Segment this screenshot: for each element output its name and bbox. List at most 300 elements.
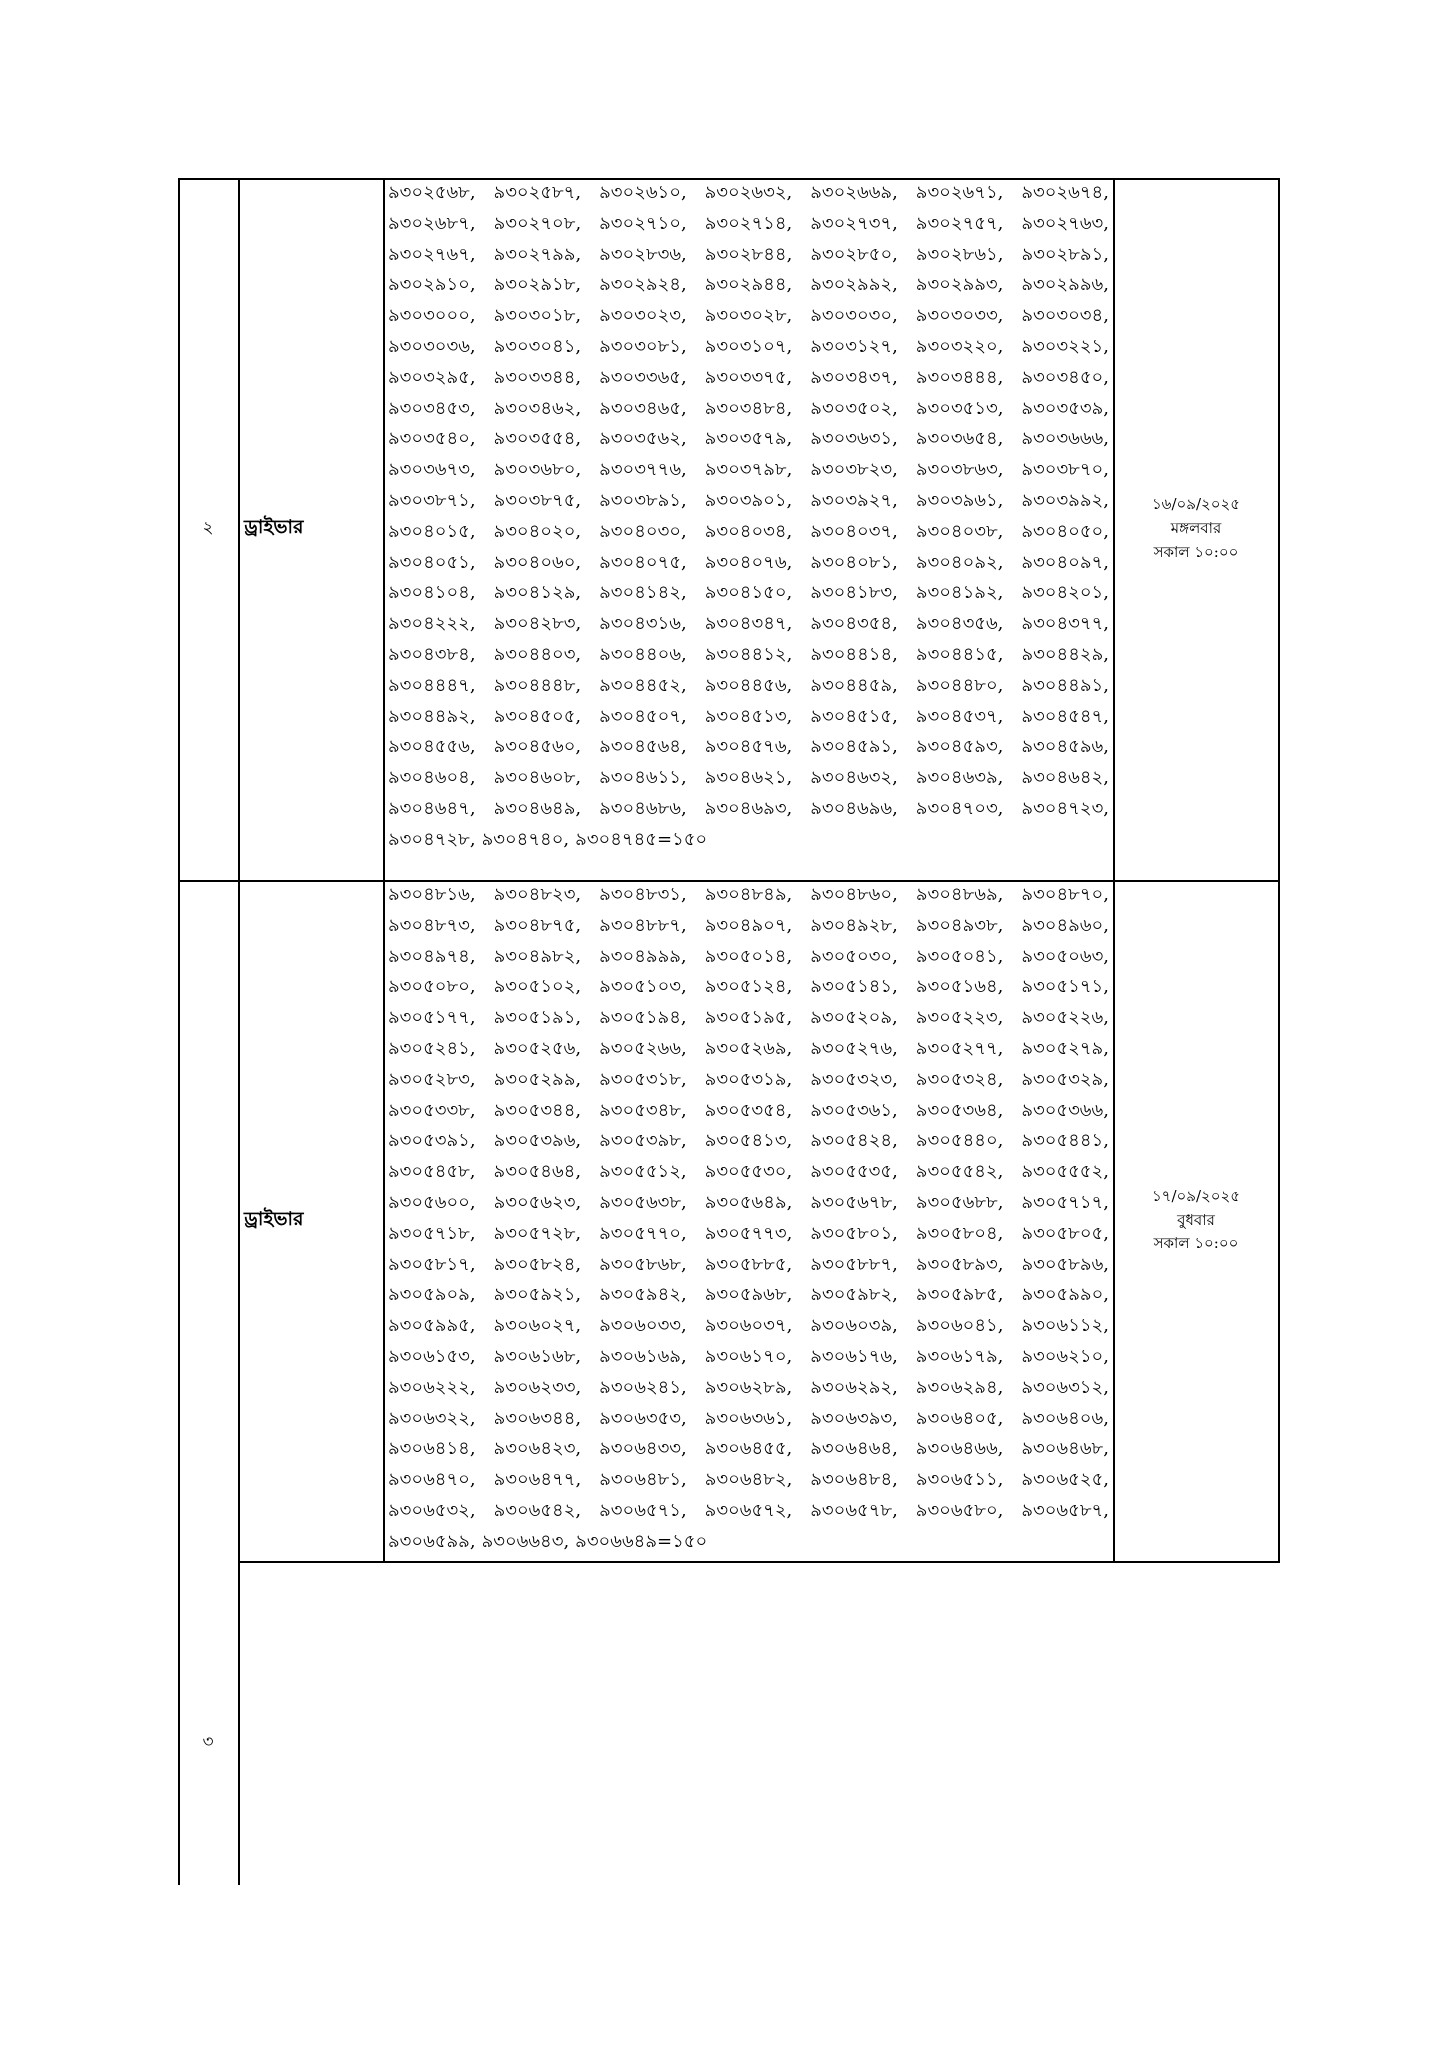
roll-number: ৯৩০৬৪৬৮,: [1021, 1438, 1109, 1460]
roll-number: ৯৩০৪৫৭৬,: [704, 736, 793, 758]
roll-line: [388, 732, 1109, 763]
roll-number: ৯৩০২৭১০,: [599, 212, 687, 234]
roll-number: ৯৩০৫১০৩,: [599, 976, 687, 998]
roll-line: [388, 1434, 1109, 1465]
roll-number: ৯৩০৪৮৬৯,: [915, 884, 1004, 905]
roll-number: ৯৩০৪৪১২,: [704, 643, 793, 665]
roll-number: ৯৩০৪৪৫২,: [599, 674, 687, 696]
roll-line: [388, 1157, 1109, 1188]
roll-number: ৯৩০৫২৬৬,: [599, 1037, 687, 1059]
roll-number: ৯৩০৬৩৯৩,: [810, 1407, 898, 1429]
roll-number: ৯৩০৫৩২৩,: [810, 1068, 898, 1090]
roll-number: ৯৩০৪৪০৬,: [599, 643, 687, 665]
roll-line: [388, 1003, 1109, 1034]
roll-number: ৯৩০৪৬১১,: [599, 767, 687, 789]
roll-number: ৯৩০৩৭৯৮,: [704, 459, 793, 481]
roll-number: ৯৩০৪৮২৩,: [493, 884, 582, 905]
roll-number: ৯৩০৩৮২৩,: [810, 459, 898, 481]
roll-number: ৯৩০৫৪৪০,: [915, 1130, 1004, 1152]
roll-number: ৯৩০৪৪০৩,: [493, 643, 582, 665]
roll-number: ৯৩০৪২২২,: [388, 613, 476, 635]
roll-number: ৯৩০৫৬৮৮,: [915, 1191, 1004, 1213]
roll-number: ৯৩০৫৩৪৮,: [599, 1099, 687, 1121]
roll-line: [388, 1496, 1109, 1527]
roll-number: ৯৩০৬৬৪৩,: [481, 1530, 570, 1552]
roll-number: ৯৩০৩৪৪৪,: [915, 366, 1004, 388]
roll-number: ৯৩০৪৫৯১,: [810, 736, 898, 758]
roll-number: ৯৩০৬১৭৯,: [915, 1345, 1004, 1367]
post-name: ড্রাইভার: [244, 1207, 304, 1230]
roll-number: ৯৩০৪৬০৪,: [388, 767, 476, 789]
roll-number: ৯৩০৩১০৭,: [704, 335, 793, 357]
roll-number: ৯৩০৫৬৭৮,: [810, 1191, 898, 1213]
roll-number: ৯৩০৩৪৮৪,: [704, 397, 793, 419]
roll-line: [388, 578, 1109, 609]
roll-number: ৯৩০৪৪৫৯,: [810, 674, 898, 696]
roll-number: ৯৩০৬৫৩২,: [388, 1499, 476, 1521]
roll-number: ৯৩০২৬৩২,: [704, 182, 793, 203]
roll-number: ৯৩০৫৭৭০,: [599, 1222, 687, 1244]
roll-number: ৯৩০৫৭১৭,: [1021, 1191, 1109, 1213]
roll-number: ৯৩০৫৮৬৮,: [599, 1253, 687, 1275]
roll-number: ৯৩০২৫৬৮,: [388, 182, 476, 203]
roll-number: ৯৩০৬৫৮০,: [915, 1499, 1004, 1521]
roll-line: [388, 1219, 1109, 1250]
roll-number: ৯৩০৩০৩০,: [810, 305, 898, 327]
roll-number: ৯৩০৬৫৭২,: [704, 1499, 793, 1521]
roll-line: [388, 1188, 1109, 1219]
roll-number: ৯৩০৪৬৪৭,: [388, 797, 476, 819]
roll-number: ৯৩০৪৪১৪,: [810, 643, 898, 665]
roll-number: ৯৩০৬০৩৩,: [599, 1315, 687, 1337]
roll-number: ৯৩০৬২৯৪,: [915, 1376, 1004, 1398]
roll-line: [388, 394, 1109, 425]
roll-number: ৯৩০৩৯৬১,: [915, 489, 1004, 511]
roll-number: ৯৩০৩৯৯২,: [1021, 489, 1109, 511]
roll-number: ৯৩০৬৫৭১,: [599, 1499, 687, 1521]
roll-number: ৯৩০২৮৫০,: [810, 243, 898, 265]
roll-number: ৯৩০৫৩২৯,: [1021, 1068, 1109, 1090]
roll-number: ৯৩০৩৮৭৫,: [493, 489, 582, 511]
roll-number: ৯৩০২৮৯১,: [1021, 243, 1109, 265]
serial-number: ৩: [202, 1732, 214, 1752]
roll-number: ৯৩০৪১০৪,: [388, 582, 476, 604]
roll-number: ৯৩০৬২৯২,: [810, 1376, 898, 1398]
roll-number: ৯৩০৪৫৯৩,: [915, 736, 1004, 758]
roll-number: ৯৩০৪৫৪৭,: [1021, 705, 1109, 727]
roll-number: ৯৩০৪৮৭০,: [1021, 884, 1109, 905]
roll-number: ৯৩০৬৫১১,: [915, 1469, 1004, 1491]
roll-number: ৯৩০৫১৭৭,: [388, 1007, 476, 1029]
roll-number: ৯৩০৫০৩০,: [810, 945, 898, 967]
roll-number: ৯৩০৩৮৯১,: [599, 489, 687, 511]
roll-number: ৯৩০৫৭৭৩,: [704, 1222, 793, 1244]
roll-number: ৯৩০৪৭৪০,: [481, 828, 570, 850]
roll-number: ৯৩০৫৬৪৯,: [704, 1191, 793, 1213]
roll-number: ৯৩০৫৮১৭,: [388, 1253, 476, 1275]
roll-number: ৯৩০৪৬৩৯,: [915, 767, 1004, 789]
roll-number: ৯৩০৪৪৯১,: [1021, 674, 1109, 696]
roll-number: ৯৩০২৯১০,: [388, 274, 476, 296]
roll-number: ৯৩০৪০২০,: [493, 520, 582, 542]
roll-number: ৯৩০৫৮০৫,: [1021, 1222, 1109, 1244]
roll-line: [388, 1527, 1109, 1558]
roll-number: ৯৩০৫৯০৯,: [388, 1284, 476, 1306]
roll-number: ৯৩০৫২২৬,: [1021, 1007, 1109, 1029]
roll-number: ৯৩০৬১৭৬,: [810, 1345, 898, 1367]
roll-number: ৯৩০৫২৭৬,: [810, 1037, 898, 1059]
roll-number: ৯৩০৪৬৩২,: [810, 767, 898, 789]
roll-line: [388, 972, 1109, 1003]
roll-line: [388, 548, 1109, 579]
serial-cell: [178, 1728, 238, 1758]
roll-number: ৯৩০৩৫৩৯,: [1021, 397, 1109, 419]
exam-date: ১৬/০৯/২০২৫: [1151, 495, 1241, 514]
roll-number: ৯৩০৫৩১৯,: [704, 1068, 793, 1090]
roll-number: ৯৩০৫৯৯৫,: [388, 1315, 476, 1337]
roll-number: ৯৩০২৭৯৯,: [493, 243, 582, 265]
roll-number: ৯৩০৪০৮১,: [810, 551, 898, 573]
roll-number: ৯৩০৪০৫১,: [388, 551, 476, 573]
roll-number: ৯৩০৪৪২৯,: [1021, 643, 1109, 665]
roll-number: ৯৩০৬৪৭০,: [388, 1469, 476, 1491]
roll-number: ৯৩০৪৩৮৪,: [388, 643, 476, 665]
roll-number: ৯৩০৫২৪১,: [388, 1037, 476, 1059]
roll-number: ৯৩০৫৩১৮,: [599, 1068, 687, 1090]
roll-number: ৯৩০২৭০৮,: [493, 212, 582, 234]
roll-line: [388, 1034, 1109, 1065]
post-cell: [238, 880, 383, 1561]
roll-number: ৯৩০৪৮৮৭,: [599, 914, 687, 936]
roll-number: ৯৩০৪০৫০,: [1021, 520, 1109, 542]
roll-number: ৯৩০৪৬৯৩,: [704, 797, 793, 819]
roll-number: ৯৩০৬১৬৮,: [493, 1345, 582, 1367]
roll-number: ৯৩০৪৮৪৯,: [704, 884, 793, 905]
roll-number: ৯৩০৬২৩৩,: [493, 1376, 582, 1398]
roll-number: ৯৩০২৯১৮,: [493, 274, 582, 296]
roll-number: ৯৩০৩৯২৭,: [810, 489, 898, 511]
roll-number: ৯৩০৫২৬৯,: [704, 1037, 793, 1059]
roll-number: ৯৩০৪৭২৮,: [388, 828, 476, 850]
roll-number: ৯৩০৪৩৭৭,: [1021, 613, 1109, 635]
roll-number: ৯৩০৪০৭৫,: [599, 551, 687, 573]
roll-number: ৯৩০৩০২৮,: [704, 305, 793, 327]
roll-number: ৯৩০৪৫০৫,: [493, 705, 582, 727]
roll-numbers-cell: [383, 880, 1113, 1561]
roll-number: ৯৩০৬৫৪২,: [493, 1499, 582, 1521]
roll-number: ৯৩০২৮৪৪,: [704, 243, 793, 265]
roll-number: ৯৩০৪৩৪৭,: [704, 613, 793, 635]
roll-number: ৯৩০৫৩৯৬,: [493, 1130, 582, 1152]
roll-number: ৯৩০৫১৪১,: [810, 976, 898, 998]
roll-number: ৯৩০৬১৫৩,: [388, 1345, 476, 1367]
roll-number: ৯৩০৩০৩৩,: [915, 305, 1004, 327]
roll-number: ৯৩০৪০৩০,: [599, 520, 687, 542]
roll-number: ৯৩০৩৬৬৬,: [1021, 428, 1109, 450]
roll-line: [388, 1280, 1109, 1311]
roll-number: ৯৩০৫২০৯,: [810, 1007, 898, 1029]
roll-number: ৯৩০৩৩৪৪,: [493, 366, 582, 388]
roll-number: ৯৩০৫৩৬৪,: [915, 1099, 1004, 1121]
roll-number: ৯৩০৩৮৭০,: [1021, 459, 1109, 481]
schedule-cell: [1113, 178, 1279, 880]
roll-number: ৯৩০৬৫৮৭,: [1021, 1499, 1109, 1521]
roll-number: ৯৩০৪০৩৪,: [704, 520, 793, 542]
roll-line: [388, 942, 1109, 973]
roll-number: ৯৩০৪৩১৬,: [599, 613, 687, 635]
roll-number: ৯৩০৪৩৫৬,: [915, 613, 1004, 635]
exam-day: মঙ্গলবার: [1170, 519, 1222, 538]
roll-number: ৯৩০২৬৬৯,: [810, 182, 898, 203]
roll-number: ৯৩০৬২৮৯,: [704, 1376, 793, 1398]
roll-line: [388, 1342, 1109, 1373]
roll-number: ৯৩০২৭১৪,: [704, 212, 793, 234]
roll-number: ৯৩০৬৪৮১,: [599, 1469, 687, 1491]
roll-number: ৯৩০৩৫৬২,: [599, 428, 687, 450]
roll-number: ৯৩০৬৪২৩,: [493, 1438, 582, 1460]
roll-number: ৯৩০৪৮৭৩,: [388, 914, 476, 936]
roll-number: ৯৩০৩৫৭৯,: [704, 428, 793, 450]
roll-number: ৯৩০২৭৬৩,: [1021, 212, 1109, 234]
roll-number: ৯৩০৩০৮১,: [599, 335, 687, 357]
roll-number: ৯৩০৫০৪১,: [915, 945, 1004, 967]
roll-number: ৯৩০৫৩৬১,: [810, 1099, 898, 1121]
roll-number: ৯৩০৩৮৭১,: [388, 489, 476, 511]
roll-number: ৯৩০৫২৮৩,: [388, 1068, 476, 1090]
roll-number: ৯৩০২৭৫৭,: [915, 212, 1004, 234]
roll-number: ৯৩০৪৯৬০,: [1021, 914, 1109, 936]
roll-number: ৯৩০৩৪৫৩,: [388, 397, 476, 419]
roll-line: [388, 794, 1109, 825]
roll-line: [388, 880, 1109, 911]
roll-number: ৯৩০৩২২০,: [915, 335, 1004, 357]
roll-number: ৯৩০৪৫৯৬,: [1021, 736, 1109, 758]
roll-number: ৯৩০৩৫৫৪,: [493, 428, 582, 450]
roll-number: ৯৩০৪৮৩১,: [599, 884, 687, 905]
roll-number: ৯৩০৫৪৫৮,: [388, 1161, 476, 1183]
roll-number: ৯৩০৫৭১৮,: [388, 1222, 476, 1244]
roll-number: ৯৩০৪৪৫৬,: [704, 674, 793, 696]
roll-number: ৯৩০৪৭৪৫=১৫০: [575, 828, 708, 850]
roll-number: ৯৩০২৯৯৬,: [1021, 274, 1109, 296]
roll-number: ৯৩০৩০১৮,: [493, 305, 582, 327]
roll-number: ৯৩০৬১১২,: [1021, 1315, 1109, 1337]
roll-number: ৯৩০৬৫৭৮,: [810, 1499, 898, 1521]
roll-number: ৯৩০৬০২৭,: [493, 1315, 582, 1337]
roll-line: [388, 1311, 1109, 1342]
roll-number: ৯৩০২৯৯৩,: [915, 274, 1004, 296]
roll-line: [388, 825, 1109, 856]
roll-number: ৯৩০৫৬৩৮,: [599, 1191, 687, 1213]
row-divider: [238, 1561, 1280, 1563]
roll-number: ৯৩০২৮৩৬,: [599, 243, 687, 265]
roll-number: ৯৩০৩৫৪০,: [388, 428, 476, 450]
roll-number: ৯৩০৫৩৬৬,: [1021, 1099, 1109, 1121]
roll-number: ৯৩০৫৩৪৪,: [493, 1099, 582, 1121]
roll-line: [388, 1250, 1109, 1281]
roll-number: ৯৩০৬৫৯৯,: [388, 1530, 476, 1552]
roll-number: ৯৩০৫৪১৩,: [704, 1130, 793, 1152]
roll-number: ৯৩০৪৬৮৬,: [599, 797, 687, 819]
roll-line: [388, 640, 1109, 671]
roll-number: ৯৩০৫৫১২,: [599, 1161, 687, 1183]
roll-number: ৯৩০৫৫৫২,: [1021, 1161, 1109, 1183]
roll-number: ৯৩০৫৬২৩,: [493, 1191, 582, 1213]
roll-number: ৯৩০৪৬৪৯,: [493, 797, 582, 819]
roll-number: ৯৩০৫৩৩৮,: [388, 1099, 476, 1121]
roll-number: ৯৩০২৭৬৭,: [388, 243, 476, 265]
roll-number: ৯৩০৫১৯১,: [493, 1007, 582, 1029]
roll-number: ৯৩০৬৫২৫,: [1021, 1469, 1109, 1491]
roll-number: ৯৩০২৫৮৭,: [493, 182, 582, 203]
roll-number: ৯৩০৬৪৮২,: [704, 1469, 793, 1491]
roll-number: ৯৩০৫৩৯৮,: [599, 1130, 687, 1152]
serial-number: ২: [202, 518, 214, 538]
roll-number: ৯৩০৪০৭৬,: [704, 551, 793, 573]
roll-number: ৯৩০৪৭২৩,: [1021, 797, 1109, 819]
roll-number: ৯৩০৪২৮৩,: [493, 613, 582, 635]
roll-number: ৯৩০৪৯৭৪,: [388, 945, 476, 967]
exam-time: সকাল ১০:০০: [1153, 1234, 1239, 1253]
roll-number: ৯৩০৫৮৯৩,: [915, 1253, 1004, 1275]
roll-number: ৯৩০৬৩৫৩,: [599, 1407, 687, 1429]
roll-number: ৯৩০৫৪২৪,: [810, 1130, 898, 1152]
roll-number: ৯৩০৪৮১৬,: [388, 884, 476, 905]
roll-number: ৯৩০৬৪৬৪,: [810, 1438, 898, 1460]
roll-number: ৯৩০২৬১০,: [599, 182, 687, 203]
roll-number: ৯৩০৫৪৬৪,: [493, 1161, 582, 1183]
roll-number: ৯৩০৪১৪২,: [599, 582, 687, 604]
roll-number: ৯৩০৪০৩৭,: [810, 520, 898, 542]
roll-number: ৯৩০৬১৭০,: [704, 1345, 793, 1367]
roll-line: [388, 1096, 1109, 1127]
roll-number: ৯৩০৪০৯৭,: [1021, 551, 1109, 573]
roll-number: ৯৩০৪৪৯২,: [388, 705, 476, 727]
roll-number: ৯৩০৩৫০২,: [810, 397, 898, 419]
roll-number: ৯৩০৫৫৩০,: [704, 1161, 793, 1183]
roll-number: ৯৩০৪৫১৫,: [810, 705, 898, 727]
roll-number: ৯৩০৪৫০৭,: [599, 705, 687, 727]
roll-number: ৯৩০৬১৬৯,: [599, 1345, 687, 1367]
roll-number: ৯৩০৪৫৬৪,: [599, 736, 687, 758]
roll-number: ৯৩০৩০৩৪,: [1021, 305, 1109, 327]
roll-number: ৯৩০৩০৩৬,: [388, 335, 476, 357]
roll-number: ৯৩০৬৩৬১,: [704, 1407, 793, 1429]
roll-number: ৯৩০২৯২৪,: [599, 274, 687, 296]
roll-number: ৯৩০৫৮৮৭,: [810, 1253, 898, 1275]
roll-number: ৯৩০৪০৩৮,: [915, 520, 1004, 542]
roll-number: ৯৩০৪০১৫,: [388, 520, 476, 542]
roll-number: ৯৩০৪৫৩৭,: [915, 705, 1004, 727]
roll-line: [388, 671, 1109, 702]
roll-number: ৯৩০৫০১৪,: [704, 945, 793, 967]
roll-line: [388, 609, 1109, 640]
roll-number: ৯৩০৬০৩৯,: [810, 1315, 898, 1337]
roll-number: ৯৩০৫১২৪,: [704, 976, 793, 998]
roll-number: ৯৩০২৮৬১,: [915, 243, 1004, 265]
roll-number: ৯৩০৫৯৪২,: [599, 1284, 687, 1306]
roll-number: ৯৩০৪৭০৩,: [915, 797, 1004, 819]
roll-number: ৯৩০৬৪৮৪,: [810, 1469, 898, 1491]
roll-number: ৯৩০৫৯৮৫,: [915, 1284, 1004, 1306]
roll-number: ৯৩০৫৭২৮,: [493, 1222, 582, 1244]
roll-number: ৯৩০৩৩৬৫,: [599, 366, 687, 388]
roll-number: ৯৩০৬৪৫৫,: [704, 1438, 793, 1460]
roll-number: ৯৩০২৬৭৪,: [1021, 182, 1109, 203]
roll-number: ৯৩০৩৬৭৩,: [388, 459, 476, 481]
roll-number: ৯৩০৩৫১৩,: [915, 397, 1004, 419]
roll-number: ৯৩০৫৮০১,: [810, 1222, 898, 1244]
roll-number: ৯৩০৫৯৬৮,: [704, 1284, 793, 1306]
roll-number: ৯৩০৬৪১৪,: [388, 1438, 476, 1460]
roll-number: ৯৩০৩৩৭৫,: [704, 366, 793, 388]
roll-line: [388, 763, 1109, 794]
roll-number: ৯৩০৬৪৬৬,: [915, 1438, 1004, 1460]
roll-line: [388, 455, 1109, 486]
roll-number: ৯৩০৪৫৬০,: [493, 736, 582, 758]
roll-number: ৯৩০৩৪৬২,: [493, 397, 582, 419]
roll-line: [388, 486, 1109, 517]
roll-number: ৯৩০৫২৭৯,: [1021, 1037, 1109, 1059]
roll-number: ৯৩০৬৪০৬,: [1021, 1407, 1109, 1429]
roll-number: ৯৩০৪১৯২,: [915, 582, 1004, 604]
roll-number: ৯৩০৫১৯৫,: [704, 1007, 793, 1029]
roll-number: ৯৩০৩০২৩,: [599, 305, 687, 327]
roll-number: ৯৩০৫৬০০,: [388, 1191, 476, 1213]
roll-line: [388, 517, 1109, 548]
roll-number: ৯৩০৬৪৩৩,: [599, 1438, 687, 1460]
roll-number: ৯৩০৪১৫০,: [704, 582, 793, 604]
roll-number: ৯৩০৪৩৫৪,: [810, 613, 898, 635]
roll-number: ৯৩০৩৬৮০,: [493, 459, 582, 481]
roll-number: ৯৩০৪৫১৩,: [704, 705, 793, 727]
roll-number: ৯৩০২৯৪৪,: [704, 274, 793, 296]
roll-number: ৯৩০৩৬৩১,: [810, 428, 898, 450]
roll-number: ৯৩০৬২২২,: [388, 1376, 476, 1398]
roll-numbers-cell: [383, 178, 1113, 880]
roll-number: ৯৩০৩২২১,: [1021, 335, 1109, 357]
roll-number: ৯৩০৬২১০,: [1021, 1345, 1109, 1367]
roll-number: ৯৩০৪৫৫৬,: [388, 736, 476, 758]
roll-line: [388, 1373, 1109, 1404]
roll-number: ৯৩০২৬৭১,: [915, 182, 1004, 203]
roll-number: ৯৩০৫৯৮২,: [810, 1284, 898, 1306]
roll-number: ৯৩০৪৯২৮,: [810, 914, 898, 936]
roll-number: ৯৩০৩৪৬৫,: [599, 397, 687, 419]
roll-number: ৯৩০৫৯৯০,: [1021, 1284, 1109, 1306]
roll-number: ৯৩০৪৪৮০,: [915, 674, 1004, 696]
roll-number: ৯৩০৫৪৪১,: [1021, 1130, 1109, 1152]
roll-number: ৯৩০৪০৬০,: [493, 551, 582, 573]
roll-number: ৯৩০৫৯২১,: [493, 1284, 582, 1306]
roll-number: ৯৩০৪৮৬০,: [810, 884, 898, 905]
exam-date: ১৭/০৯/২০২৫: [1151, 1186, 1241, 1205]
roll-number: ৯৩০৩৪৫০,: [1021, 366, 1109, 388]
roll-number: ৯৩০৪০৯২,: [915, 551, 1004, 573]
roll-number: ৯৩০৫২৯৯,: [493, 1068, 582, 1090]
roll-number: ৯৩০৪১৮৩,: [810, 582, 898, 604]
roll-number: ৯৩০৫৫৩৫,: [810, 1161, 898, 1183]
roll-number: ৯৩০৫৮৮৫,: [704, 1253, 793, 1275]
roll-number: ৯৩০৩৯০১,: [704, 489, 793, 511]
roll-number: ৯৩০৫২৫৬,: [493, 1037, 582, 1059]
roll-number: ৯৩০৫২২৩,: [915, 1007, 1004, 1029]
roll-number: ৯৩০৩০০০,: [388, 305, 476, 327]
roll-number: ৯৩০৪৯০৭,: [704, 914, 793, 936]
roll-line: [388, 1404, 1109, 1435]
roll-number: ৯৩০৫৩৫৪,: [704, 1099, 793, 1121]
exam-time: সকাল ১০:০০: [1153, 542, 1239, 561]
